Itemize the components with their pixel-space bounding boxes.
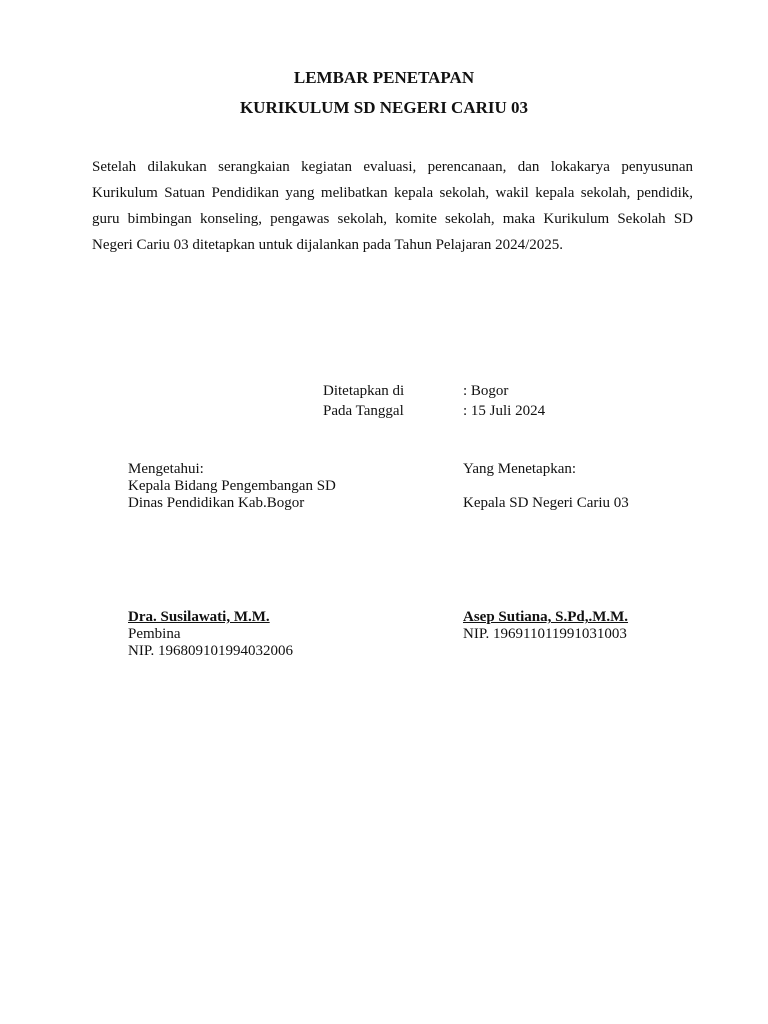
left-signer-nip: NIP. 196809101994032006 <box>128 643 294 659</box>
right-signer-name: Asep Sutiana, S.Pd,.M.M. <box>463 609 629 625</box>
left-signer-name: Dra. Susilawati, M.M. <box>128 609 270 625</box>
right-signer-block <box>463 609 628 643</box>
right-position-line1: Kepala SD Negeri Cariu 03 <box>463 495 629 511</box>
left-signer-block <box>128 609 293 660</box>
right-signer-nip: NIP. 196911011991031003 <box>463 626 627 642</box>
left-heading: Mengetahui: <box>128 461 204 477</box>
date-row <box>323 403 545 420</box>
left-signatory-block <box>128 461 336 512</box>
right-position-block <box>463 495 629 512</box>
body-paragraph: Setelah dilakukan serangkaian kegiatan evaluasi, perencanaan, dan lokakarya penyusunan Kurikulum Satuan Pendidikan yang melibatkan kepala sekolah, wakil kepala sekolah, pendidik, guru bimbingan konseling, pengawas sekolah, komite sekolah, maka Kurikulum Sekolah SD Negeri Cariu 03 ditetapkan untuk dijalankan pada Tahun Pelajaran 2024/2025. <box>92 159 693 253</box>
left-position-line2: Dinas Pendidikan Kab.Bogor <box>128 495 305 511</box>
document-title: LEMBAR PENETAPAN <box>293 68 475 87</box>
left-position-line1: Kepala Bidang Pengembangan SD <box>128 478 336 494</box>
right-heading-block <box>463 461 576 478</box>
place-label: Ditetapkan di <box>323 383 405 399</box>
place-row <box>323 383 508 400</box>
date-label: Pada Tanggal <box>323 403 404 419</box>
place-value: : Bogor <box>463 383 509 399</box>
right-heading: Yang Menetapkan: <box>463 461 577 477</box>
document-subtitle: KURIKULUM SD NEGERI CARIU 03 <box>239 98 529 117</box>
left-signer-rank: Pembina <box>128 626 181 642</box>
date-value: : 15 Juli 2024 <box>463 403 546 419</box>
